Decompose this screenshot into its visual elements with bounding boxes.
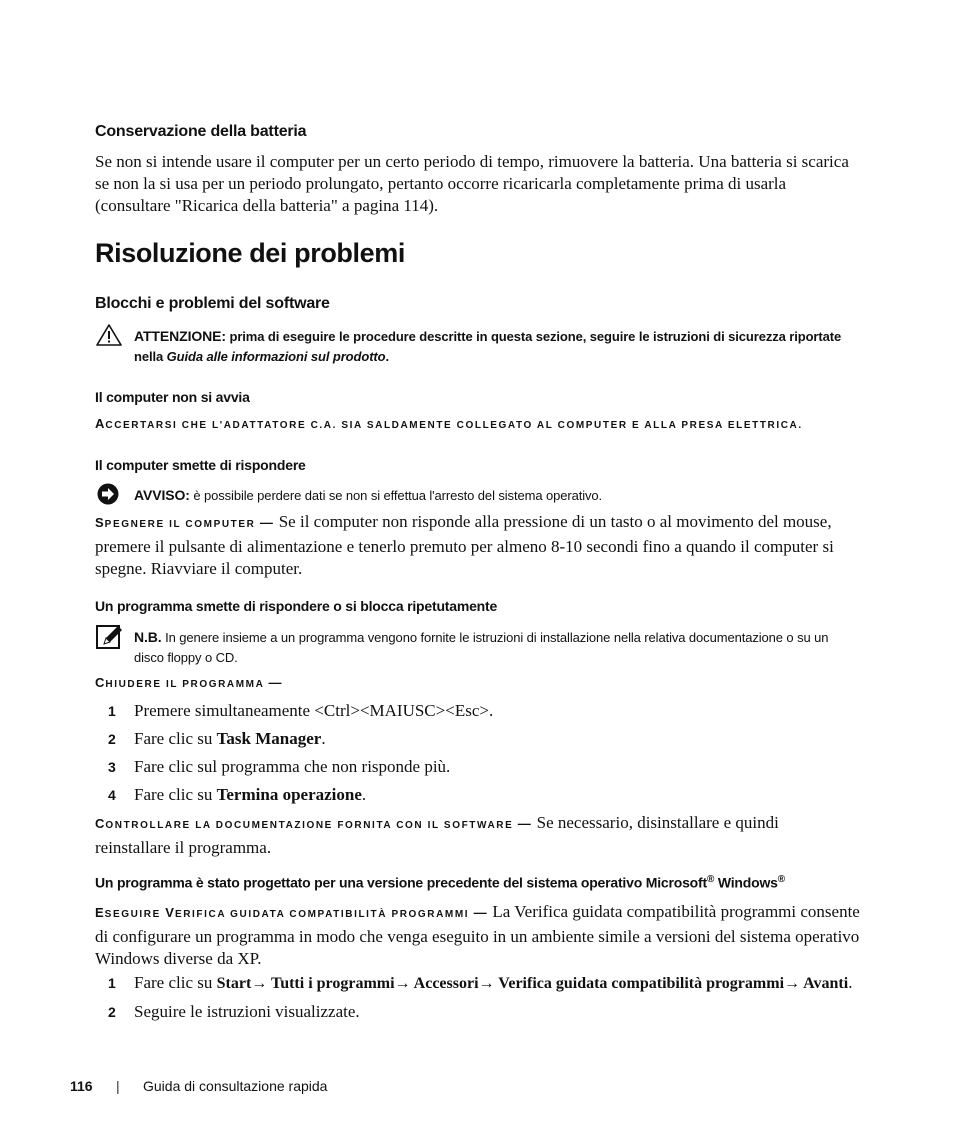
sc-rest: ONTROLLARE LA DOCUMENTAZIONE FORNITA CON IL SOFTWARE <box>105 820 514 831</box>
list-item <box>108 784 848 812</box>
step-text: Seguire le istruzioni visualizzate. <box>134 1002 360 1021</box>
list-item <box>108 1001 868 1029</box>
sc-cap2: V <box>165 905 175 920</box>
battery-heading: Conservazione della batteria <box>95 123 307 140</box>
notice-label: AVVISO: <box>134 487 190 503</box>
sc-cap: S <box>95 515 105 530</box>
caution-end: . <box>385 349 390 364</box>
sc-cap: E <box>95 905 105 920</box>
nb-body: In genere insieme a un programma vengono fornite le istruzioni di installazione nella relativa documentazione o su un disco floppy o CD. <box>134 630 829 665</box>
battery-paragraph: Se non si intende usare il computer per un certo periodo di tempo, rimuovere la batteria. Una batteria si scarica se non la si usa per un periodo prolungato, pertanto occorre ricaricarla completamente prima di usarla (consultare "Ricarica della batteria" a pagina 114). <box>95 152 849 215</box>
footer-guide-title: Guida di consultazione rapida <box>143 1078 328 1094</box>
step-post: . <box>321 729 326 748</box>
compat-wizard-body: La Verifica guidata compatibilità programmi consente di configurare un programma in modo che venga eseguito in un ambiente simile a versioni del sistema operativo Windows diverse da XP. <box>95 902 860 968</box>
caution-body: prima di eseguire le procedure descritte in questa sezione, seguire le istruzioni di sicurezza riportate nella <box>134 329 842 364</box>
step-text: Fare clic su <box>134 729 217 748</box>
step-bold: Termina operazione <box>216 785 362 804</box>
arrow: → <box>394 975 411 992</box>
sc-dash: — <box>268 675 284 690</box>
close-program-label <box>95 675 283 690</box>
step-number: 2 <box>108 731 116 747</box>
list-item <box>108 700 848 728</box>
compat-wizard-paragraph <box>95 901 860 970</box>
list-item <box>108 972 868 1001</box>
sc-cap: C <box>95 675 106 690</box>
warning-triangle-icon <box>96 323 122 347</box>
path-next: Avanti <box>803 975 849 992</box>
step-text: Fare clic sul programma che non risponde più. <box>134 757 451 776</box>
path-compat-wizard: Verifica guidata compatibilità programmi <box>498 975 785 992</box>
caution-italic: Guida alle informazioni sul prodotto <box>166 349 386 364</box>
sc-rest: ERIFICA GUIDATA COMPATIBILITÀ PROGRAMMI <box>174 909 470 920</box>
close-program-steps <box>108 700 848 812</box>
menu-path <box>217 975 849 992</box>
notice-text <box>134 485 854 506</box>
power-off-body: Se il computer non risponde alla pressione di un tasto o al movimento del mouse, premere il pulsante di alimentazione e tenerlo premuto per almeno 8-10 secondi fino a quando il computer si spegne. Riavviare il computer. <box>95 512 834 578</box>
older-windows-heading-text: Un programma è stato progettato per una versione precedente del sistema operativo Microsoft <box>95 874 707 891</box>
step-number: 2 <box>108 1004 116 1020</box>
no-start-heading: Il computer non si avvia <box>95 389 250 405</box>
caution-label: ATTENZIONE: <box>134 328 226 344</box>
power-off-paragraph <box>95 511 855 580</box>
nb-label: N.B. <box>134 629 162 645</box>
notice-body: è possibile perdere dati se non si effettua l'arresto del sistema operativo. <box>193 488 603 503</box>
list-item <box>108 756 848 784</box>
arrow: → <box>784 975 801 992</box>
program-hangs-heading: Un programma smette di rispondere o si blocca ripetutamente <box>95 598 498 614</box>
windows-word: Windows <box>714 874 778 891</box>
stops-responding-heading: Il computer smette di rispondere <box>95 457 306 473</box>
sc-rest: HIUDERE IL PROGRAMMA <box>105 679 265 690</box>
path-start: Start <box>216 975 252 992</box>
sc-dash: — <box>259 515 275 530</box>
step-number: 4 <box>108 787 116 803</box>
step-number: 1 <box>108 975 116 991</box>
step-number: 3 <box>108 759 116 775</box>
notice-arrow-icon <box>96 482 120 506</box>
list-item <box>108 728 848 756</box>
sc-dash: — <box>473 905 489 920</box>
registered-mark: ® <box>706 874 715 885</box>
step-post: . <box>848 973 853 992</box>
check-docs-body: Se necessario, disinstallare e quindi reinstallare il programma. <box>95 813 779 857</box>
nb-text <box>134 627 859 668</box>
sc-dash: — <box>517 816 533 831</box>
arrow: → <box>251 975 268 992</box>
arrow: → <box>478 975 495 992</box>
sc-cap: C <box>95 816 106 831</box>
check-docs-paragraph <box>95 812 855 859</box>
page-number: 116 <box>70 1078 93 1094</box>
compat-steps <box>108 972 868 1029</box>
footer-separator: | <box>116 1078 120 1094</box>
sc-cap: A <box>95 416 106 431</box>
caution-text <box>134 326 854 367</box>
troubleshoot-title: Risoluzione dei problemi <box>95 238 405 268</box>
sc-rest: CCERTARSI CHE L'ADATTATORE C.A. SIA SALDAMENTE COLLEGATO AL COMPUTER E ALLA PRESA ELETTRICA. <box>105 420 803 431</box>
path-accessories: Accessori <box>413 975 479 992</box>
registered-mark: ® <box>777 874 785 885</box>
step-text: Premere simultaneamente <Ctrl><MAIUSC><Esc>. <box>134 701 494 720</box>
step-text: Fare clic su <box>134 785 217 804</box>
path-all-programs: Tutti i programmi <box>270 975 395 992</box>
step-bold: Task Manager <box>216 729 322 748</box>
software-heading: Blocchi e problemi del software <box>95 295 330 312</box>
step-post: . <box>361 785 367 804</box>
pencil-note-icon <box>96 624 124 650</box>
step-number: 1 <box>108 703 116 719</box>
sc-mid: SEGUIRE <box>104 909 166 920</box>
older-windows-heading <box>95 874 875 891</box>
no-start-instruction <box>95 416 803 431</box>
step-text: Fare clic su <box>134 973 217 992</box>
sc-rest: PEGNERE IL COMPUTER <box>104 519 256 530</box>
